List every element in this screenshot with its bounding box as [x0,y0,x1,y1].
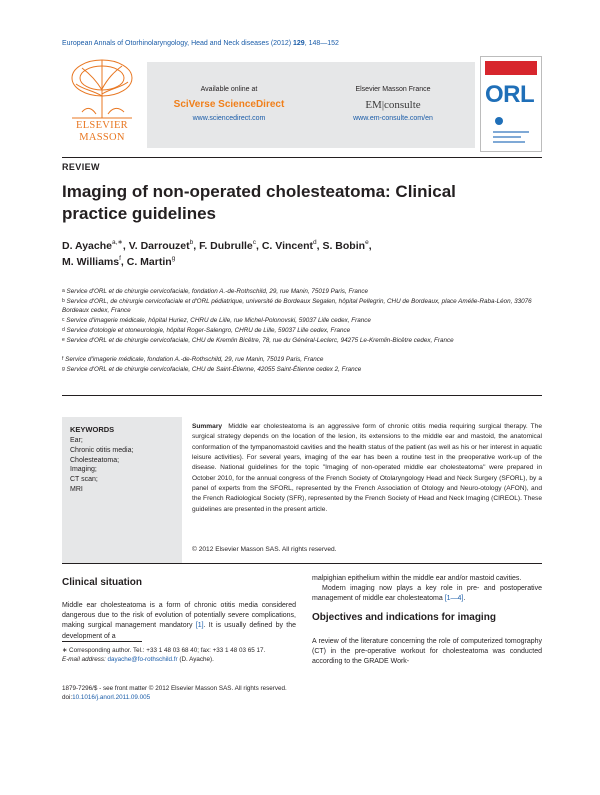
journal-pages: , 148—152 [304,40,339,47]
affiliation-e: $^e$ Service d'ORL et de chirurgie cervicofaciale, CHU de Kremlin Bicêtre, 78, rue du Général-Leclerc, 94275 Le-Kremlin-Bicêtre cedex, France [62,337,454,344]
author-list: D. Ayache$^{a,∗}$, V. Darrouzet$^b$, F. Dubrulle$^c$, C. Vincent$^d$, S. Bobin$^e$, M. Williams$^f$, C. Martin$^g$ [62,239,372,268]
keyword-item: MRI [70,485,83,493]
affiliation-f: $^f$ Service d'imagerie médicale, fondation A.-de-Rothschild, 29, rue Manin, 75019 Paris, France [62,356,324,363]
footnote-divider [62,641,142,642]
heading-clinical-situation: Clinical situation [62,577,143,588]
affiliation-c: $^c$ Service d'imagerie médicale, hôpital Huriez, CHRU de Lille, rue Michel-Polonovski, 59037 Lille cedex, France [62,317,371,324]
malpighian-paragraph: malpighian epithelium within the middle ear and/or mastoid cavities. [312,575,522,582]
corresponding-author-footnote: ∗ Corresponding author. Tel.: +33 1 48 03 68 40; fax: +33 1 48 03 65 17. E-mail address: dayache@fo-rothschild.fr (D. Ayache). [62,646,296,664]
corresponding-author-contact: ∗ Corresponding author. Tel.: +33 1 48 03 68 40; fax: +33 1 48 03 65 17. [62,647,266,654]
cover-ear-graphic-icon [489,115,533,145]
page-footer [62,684,542,702]
elsevier-masson-france-label: Elsevier Masson France [355,86,431,93]
right-column-paragraphs [312,574,542,605]
author[interactable]: S. Bobin$^e$ [322,239,369,252]
article-title [62,181,532,225]
reference-link[interactable]: [1—4] [444,595,464,603]
author[interactable]: V. Darrouzet$^b$ [128,239,194,252]
em-consulte-logo[interactable]: EM|consulte [365,99,421,111]
reference-link[interactable]: [1] [195,622,204,630]
journal-name: European Annals of Otorhinolaryngology, Head and Neck diseases (2012) [62,40,294,47]
affiliation-g: $^g$ Service d'ORL et de chirurgie cervicofaciale, CHU de Saint-Étienne, 42055 Saint-Étienne cedex 2, France [62,366,362,373]
keyword-item: Ear; [70,437,83,444]
abstract-copyright: © 2012 Elsevier Masson SAS. All rights reserved. [192,546,337,553]
elsevier-wordmark-line2: MASSON [79,132,125,143]
modern-imaging-paragraph: Modern imaging now plays a key role in pre- and postoperative management of middle ear cholesteatoma [1—4]. [312,585,542,603]
email-link[interactable]: dayache@fo-rothschild.fr [107,656,178,663]
abstract-bottom-divider [62,563,542,564]
article-title-line2: practice guidelines [62,204,216,223]
em-consulte-link[interactable]: www.em-consulte.com/en [353,115,433,122]
keywords-title: KEYWORDS [70,425,115,434]
affiliation-a: $^a$ Service d'ORL et de chirurgie cervicofaciale, fondation A.-de-Rothschild, 29, rue Manin, 75019 Paris, France [62,288,369,295]
doi-label: doi: [62,694,73,701]
keyword-item: CT scan; [70,476,98,484]
author[interactable]: C. Martin$^g$ [126,255,176,268]
author[interactable]: D. Ayache$^{a,∗}$ [62,239,123,252]
elsevier-logo[interactable] [62,56,142,152]
abstract-top-divider [62,395,542,396]
keyword-item: Cholesteatoma; [70,456,120,464]
keywords-box [62,417,182,563]
summary-text: Middle ear cholesteatoma is an aggressive form of chronic otitis media requiring surgical therapy. The surgical strategy depends on the location of the lesion, its extensions to the middle ear and mastoid, the anatomical conformation of the tympanomastoid cavities and the health status of the patient (as well as his or her interest in aquatic leisure activities). For several years, imaging of the ear has been a routine test in the preoperative work-up of the disease. National guidelines for the topic ''Imaging of non-operated middle ear cholesteatoma'' were prepared in October 2010, for the annual congress of the French Society of Otolaryngology Head and Neck Surgery (SFORL), by a panel of experts from the SFORL, represented by the French Association of Otology and Neuro-otology (AFON), and the French Radiological Society (SFR), represented by the French Society of Head and Neck Imaging (CIREOL). These guidelines are presented in the present article. [192,423,542,513]
cover-title-strip [485,61,537,75]
elsevier-wordmark [64,120,140,144]
header-divider [62,157,542,158]
cover-orl-title: ORL [485,81,535,108]
article-title-line1: Imaging of non-operated cholesteatoma: Clinical [62,182,456,201]
abstract-summary [192,422,542,515]
issn-line: 1879-7296/$ - see front matter © 2012 Elsevier Masson SAS. All rights reserved. [62,685,287,692]
keyword-item: Chronic otitis media; [70,446,134,454]
elsevier-tree-icon [62,56,142,120]
sciencedirect-link[interactable]: www.sciencedirect.com [192,115,266,122]
elsevier-wordmark-line1: ELSEVIER [76,120,128,131]
available-online-label: Available online at [200,86,258,93]
author[interactable]: M. Williams$^f$ [62,255,121,268]
summary-lead: Summary [192,423,223,430]
publisher-banner [62,56,542,152]
affiliation-b: $^b$ Service d'ORL, de chirurgie cervicofaciale et d'ORL pédiatrique, université de Bordeaux Segalen, hôpital Pellegrin, CHU de Bordeaux, place Amélie-Raba-Léon, 33076 Bordeaux cedex, France [62,297,532,314]
doi-link[interactable]: 10.1016/j.anorl.2011.09.005 [72,694,151,701]
journal-cover-thumbnail[interactable] [480,56,542,152]
journal-volume: 129 [293,40,305,47]
objectives-paragraph: A review of the literature concerning the role of computerized tomography (CT) in the pre-operative workout for cholesteatoma was conducted according to the GRADE Work- [312,638,542,666]
sciverse-sciencedirect-logo[interactable]: SciVerse ScienceDirect [173,99,285,110]
email-label: E-mail address: [62,656,106,663]
journal-citation[interactable] [62,40,339,47]
affiliation-d: $^d$ Service d'otologie et otoneurologie, hôpital Roger-Salengro, CHRU de Lille, 59037 Lille cedex, France [62,327,351,334]
heading-objectives: Objectives and indications for imaging [312,612,496,623]
clinical-paragraph: Middle ear cholesteatoma is a form of chronic otitis media considered dangerous due to the risk of evolution of potentially severe complications, making surgical management mandatory [1]. It is usually defined by the development of a [62,602,296,640]
author[interactable]: C. Vincent$^d$ [261,239,317,252]
author[interactable]: F. Dubrulle$^c$ [199,239,256,252]
article-section: REVIEW [62,162,100,172]
keyword-item: Imaging; [70,466,97,474]
availability-panel [147,62,475,148]
